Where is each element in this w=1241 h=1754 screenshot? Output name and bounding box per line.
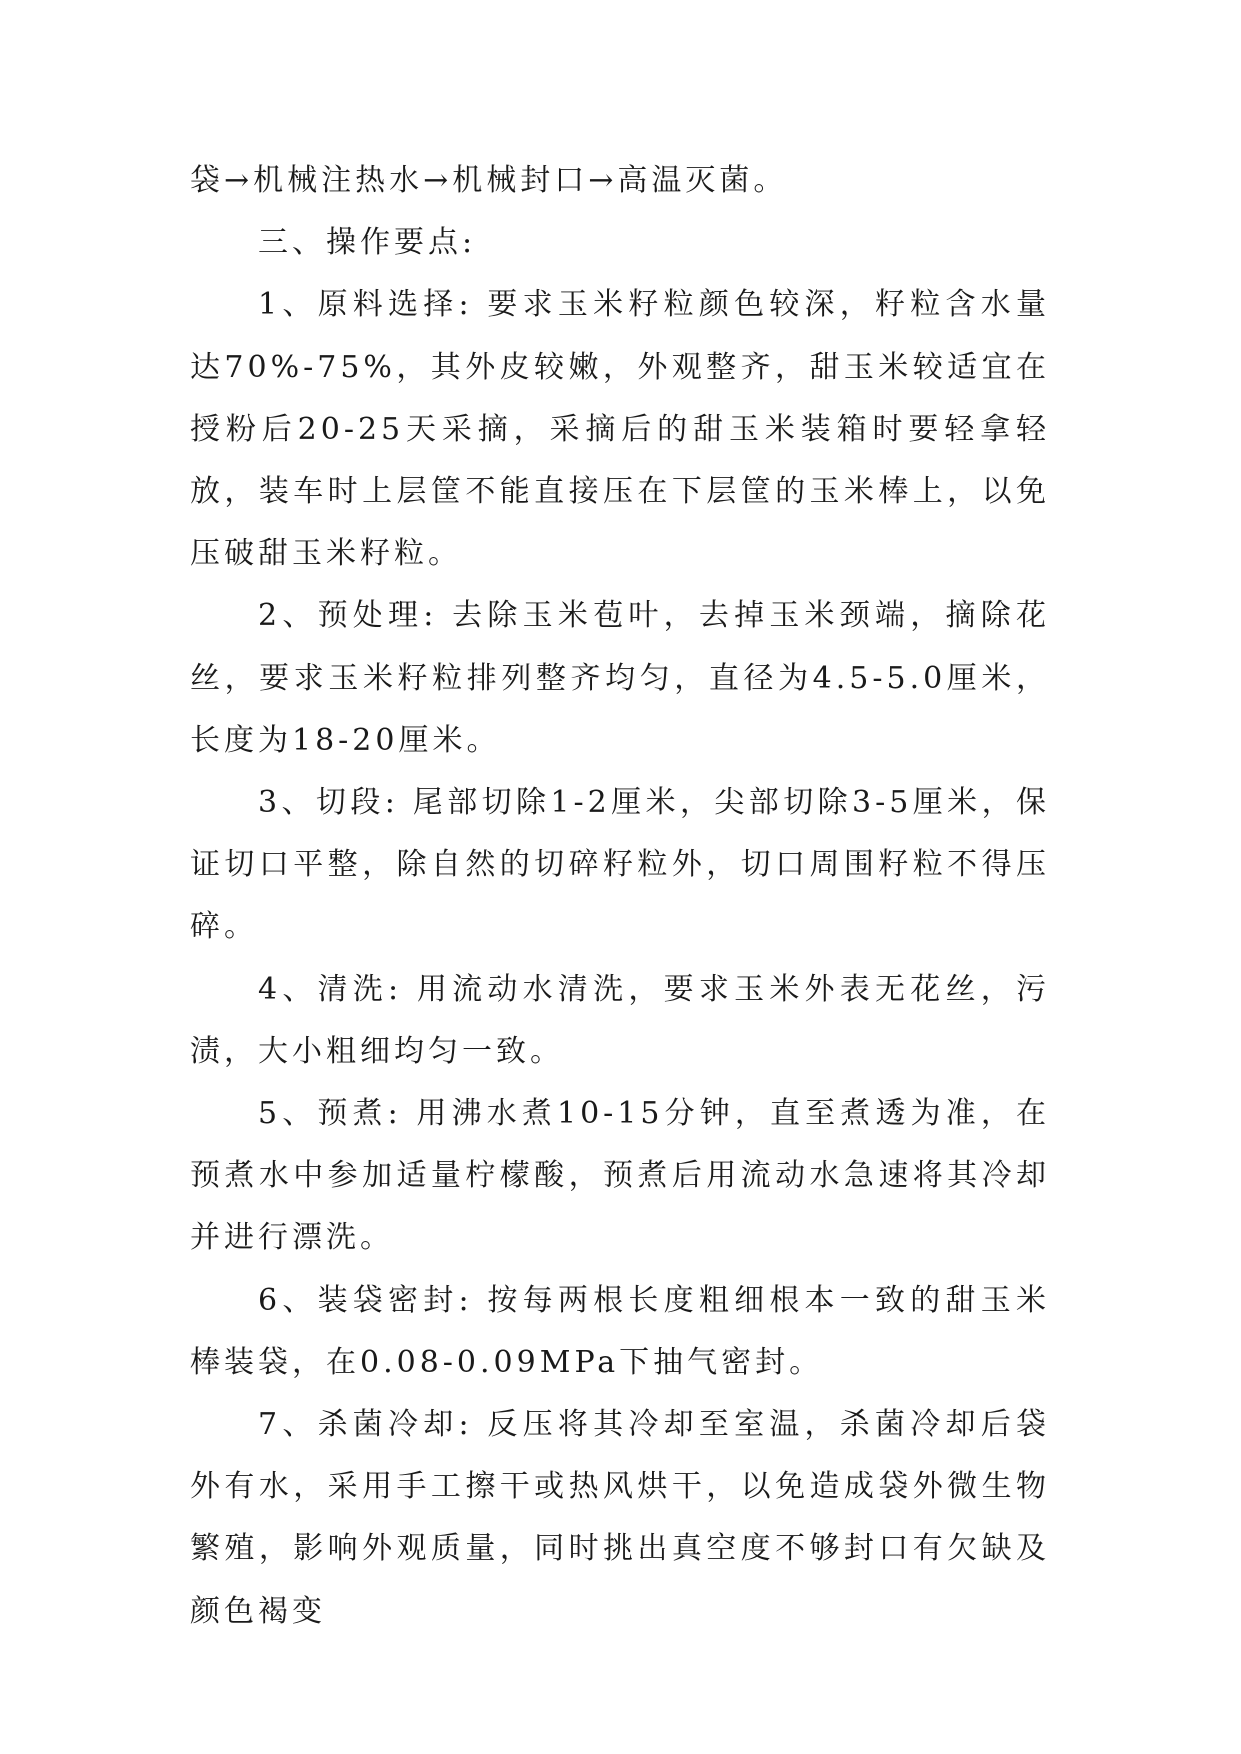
paragraph-process-flow-end: 袋→机械注热水→机械封口→高温灭菌。 [190,163,788,198]
paragraph-precooking: 5、预煮: 用沸水煮10-15分钟，直至煮透为准，在预煮水中参加适量柠檬酸，预煮后用流动水急速将其冷却并进行漂洗。 [190,1096,1050,1256]
document-body [190,150,1050,1643]
paragraph-bagging-sealing: 6、装袋密封: 按每两根长度粗细根本一致的甜玉米棒装袋，在0.08-0.09MPa下抽气密封。 [190,1282,1050,1380]
paragraph-pretreatment: 2、预处理: 去除玉米苞叶，去掉玉米颈端，摘除花丝，要求玉米籽粒排列整齐均匀，直径为4.5-5.0厘米，长度为18-20厘米。 [190,598,1050,758]
paragraph-raw-material-selection: 1、原料选择: 要求玉米籽粒颜色较深，籽粒含水量达70%-75%，其外皮较嫩，外观整齐，甜玉米较适宜在授粉后20-25天采摘，采摘后的甜玉米装箱时要轻拿轻放，装车时上层筐不能直接压在下层筐的玉米棒上，以免压破甜玉米籽粒。 [190,287,1050,572]
paragraph-washing: 4、清洗: 用流动水清洗，要求玉米外表无花丝，污渍，大小粗细均匀一致。 [190,971,1050,1069]
paragraph-sterilization-cooling: 7、杀菌冷却: 反压将其冷却至室温，杀菌冷却后袋外有水，采用手工擦干或热风烘干，以免造成袋外微生物繁殖，影响外观质量，同时挑出真空度不够封口有欠缺及颜色褐变 [190,1407,1050,1629]
paragraph-cutting: 3、切段: 尾部切除1-2厘米，尖部切除3-5厘米，保证切口平整，除自然的切碎籽粒外，切口周围籽粒不得压碎。 [190,785,1050,945]
section-heading-operation-points: 三、操作要点: [258,225,477,261]
